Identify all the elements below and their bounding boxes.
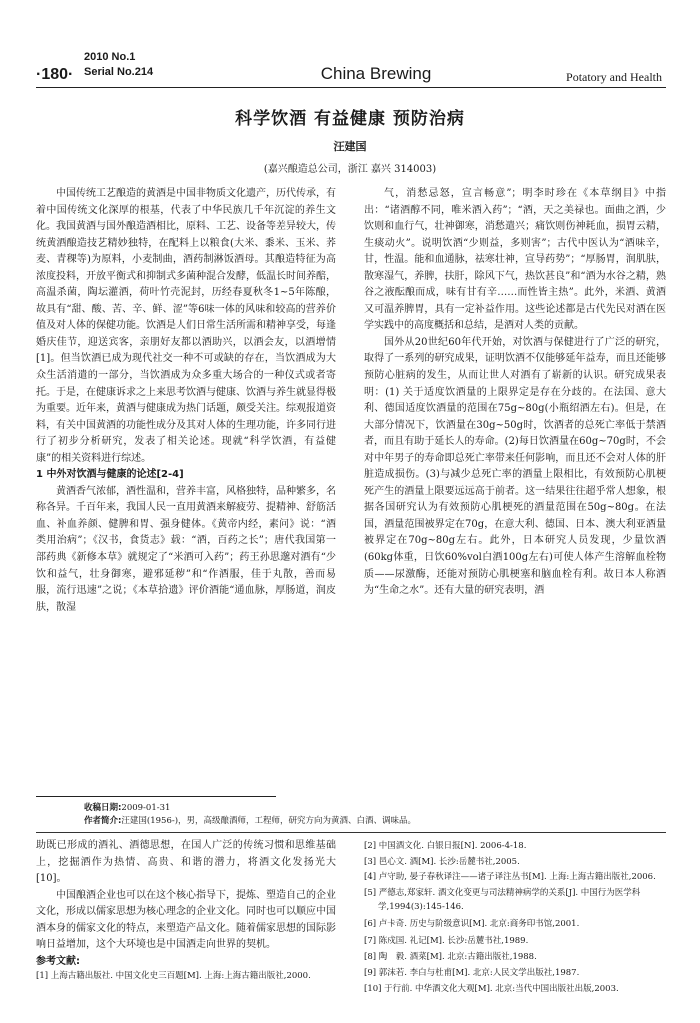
reference-item: [10] 于行前. 中华酒文化大观[M]. 北京:当代中国出版社出版,2003. bbox=[364, 984, 619, 995]
page-number: ·180· bbox=[36, 66, 74, 83]
issue-info bbox=[84, 50, 153, 80]
section-heading: 1 中外对饮酒与健康的论述[2-4] bbox=[36, 469, 184, 481]
reference-item: [8] 陶 毅. 酒菜[M]. 北京:古籍出版社,1988. bbox=[364, 951, 537, 962]
journal-name: China Brewing bbox=[320, 64, 432, 83]
reference-item: [9] 郭沫若. 李白与杜甫[M]. 北京:人民文学出版社,1987. bbox=[364, 968, 580, 979]
reference-item: [5] 严德志,郑家轩. 酒文化变更与司法精神病学的关系[J]. 中国行为医学科学,1994(3):145-146. bbox=[364, 888, 641, 913]
bio-text: 汪建国(1956-)，男，高级酿酒师，工程师，研究方向为黄酒、白酒、调味品。 bbox=[121, 816, 417, 826]
footnote-author-bio bbox=[84, 815, 416, 828]
bio-label: 作者简介: bbox=[84, 816, 122, 826]
reference-item: [2] 中国酒文化. 白银日报[N]. 2006-4-18. bbox=[364, 841, 527, 851]
paragraph: 中国传统工艺酿造的黄酒是中国非物质文化遗产，历代传承，有着中国传统文化深厚的根基，代表了中华民族几千年沉淀的养生文化。我国黄酒与国外酿造酒相比，原料、工艺、设备等差异较大，传统黄酒酿造技艺精妙独特，在配料上以粮食(大米、黍米、玉米、荞麦、青稞等)为原料，小麦制曲，酒药制淋饭酒母。其酿造特征为高浓度投料，开放平衡式和抑制式多菌种混合发酵，低温长时间养醅，高温杀菌，陶坛灌酒，荷叶竹壳泥封，历经春夏秋冬1~5年陈酿，故具有“甜、酸、苦、辛、鲜、涩”等6味一体的风味和较高的营养价值及对人体的保健功能。饮酒是人们日常生活所需和精神享受，每逢婚庆佳节，迎送宾客，亲朋好友都以酒助兴，以酒会友，以酒增情[1]。但当饮酒已成为现代社交一种不可或缺的存在，当饮酒成为大众生活消遣的一部分，当饮酒成为众多重大场合的一种仪式或者寄托。于是，在健康诉求之上来思考饮酒与健康、饮酒与养生就显得极为重要。近年来，黄酒与健康成为热门话题，颇受关注。综观报道资料，有关中国黄酒的功能性成分及其对人体的生理功能，许多同行进行了初步分析研究，发表了相关论述。现就“科学饮酒，有益健康”的相关资料进行综述。 bbox=[36, 188, 336, 464]
page-divider bbox=[36, 832, 666, 833]
article-title: 科学饮酒 有益健康 预防治病 bbox=[235, 109, 465, 129]
section-name: Potatory and Health bbox=[566, 70, 662, 84]
received-label: 收稿日期: bbox=[84, 803, 122, 813]
paragraph: 气，消愁忌怒，宣言畅意”；明李时珍在《本草纲目》中指出：“诸酒醇不同，唯米酒入药”；“酒，天之美禄也。面曲之酒，少饮则和血行气，壮神御寒，消愁遣兴；痛饮则伤神耗血，损胃云精，生痰动火”。说明饮酒“少则益，多则害”；古代中医认为“酒味辛，甘，性温。能和血通脉，祛寒壮神，宣导药势”；“厚肠胃，润肌肤，散寒湿气，养脾，扶肝，除风下气，热饮甚良”和“酒为水谷之精，熟谷之液酝酿而成，味有甘有辛……而性皆主热”。此外，米酒、黄酒又可温养脾胃，具有一定补益作用。这些论述都是古代先民对酒在医学实践中的高度概括和总结，是酒对人类的贡献。 bbox=[364, 188, 666, 332]
reference-item: [7] 陈戍国. 礼记[M]. 长沙:岳麓书社,1989. bbox=[364, 935, 529, 946]
body-column-left bbox=[36, 186, 336, 792]
paragraph: 黄酒香气浓郁，酒性温和，营养丰富，风格独特，品种繁多，名称各异。千百年来，我国人民一直用黄酒来解疲劳、提精神、舒筋活血、补血养颜、健脾和胃、强身健体。《黄帝内经，素问》说：“酒类用治病”；《汉书，食货志》载：“酒，百药之长”；唐代我国第一部药典《新修本草》就规定了“米酒可入药”；药王孙思邈对酒有“少饮和益气，壮身御寒，避邪延秽”和“作酒服，佳于丸散，善而易服，流行迅速”之说；《本草拾遗》评价酒能“通血脉，厚肠道，润皮肤，散湿 bbox=[36, 485, 336, 613]
reference-item: [4] 卢守助, 晏子春秋译注——诸子译注丛书[M]. 上海:上海古籍出版社,2006. bbox=[364, 872, 656, 883]
paragraph: 助既已形成的酒礼、酒德思想，在国人广泛的传统习惯和思维基础上，挖掘酒作为热情、高贵、和谐的潜力，将酒文化发扬光大[10]。 bbox=[36, 840, 336, 885]
paragraph: 中国酿酒企业也可以在这个核心指导下，提炼、塑造自己的企业文化，形成以儒家思想为核心理念的企业文化。同时也可以顺应中国酒本身的儒家文化的特点，来塑造产品文化。随着儒家思想的国际影响日益增加，这个大环境也是中国酒走向世界的契机。 bbox=[36, 889, 336, 951]
article-author: 汪建国 bbox=[333, 140, 367, 153]
received-date: 2009-01-31 bbox=[121, 803, 171, 813]
reference-item: [1] 上海古籍出版社. 中国文化史三百题[M]. 上海:上海古籍出版社,2000. bbox=[36, 971, 311, 982]
references-list bbox=[364, 838, 666, 1018]
paragraph: 国外从20世纪60年代开始，对饮酒与保健进行了广泛的研究，取得了一系列的研究成果，证明饮酒不仅能够延年益寿，而且还能够预防心脏病的发生，从而让世人对酒有了崭新的认识。研究成果表明：(1) 关于适度饮酒量的上限界定是存在分歧的。在法国、意大利、德国适度饮酒量的范围在75g~80g(小瓶绍酒左右)。但是，在大部分情况下，饮酒量在30g~50g时，饮酒者的总死亡率低于禁酒者，而且有助于延长人的寿命。(2)每日饮酒量在60g~70g时，不会对中年男子的寿命即总死亡率带来任何影响，而且还不会对人体的肝脏造成损伤。(3)与减少总死亡率的酒量上限相比，有效预防心肌梗死产生的酒量上限要远远高于前者。这一结果往往超乎常人想象，根据各国研究认为有效预防心肌梗死的酒量范围在50g~80g。在法国，酒量范围被界定在70g，在意大利、德国、日本、澳大利亚酒量被界定在70g~80g左右。此外，日本研究人员发现，少量饮酒(60kg体重，日饮60%vol白酒100g左右)可使人体产生溶解血栓物质——尿激酶，还能对预防心肌梗塞和脑血栓有利。故日本人称酒为“生命之水”。还有大量的研究表明，酒 bbox=[364, 336, 666, 597]
footnote-rule bbox=[36, 796, 276, 797]
continuation-column-left bbox=[36, 838, 336, 1016]
body-column-right bbox=[364, 186, 666, 792]
reference-item: [3] 邑心文. 酒[M]. 长沙:岳麓书社,2005. bbox=[364, 857, 520, 868]
issue-serial: Serial No.214 bbox=[84, 66, 154, 78]
references-heading: 参考文献: bbox=[36, 955, 80, 967]
article-affiliation: (嘉兴酿造总公司，浙江 嘉兴 314003) bbox=[263, 164, 437, 175]
running-header bbox=[36, 46, 666, 88]
footnote-received bbox=[84, 802, 170, 815]
issue-year: 2010 No.1 bbox=[84, 51, 136, 63]
reference-item: [6] 卢卡奇. 历史与阶级意识[M]. 北京:商务印书馆,2001. bbox=[364, 919, 580, 930]
